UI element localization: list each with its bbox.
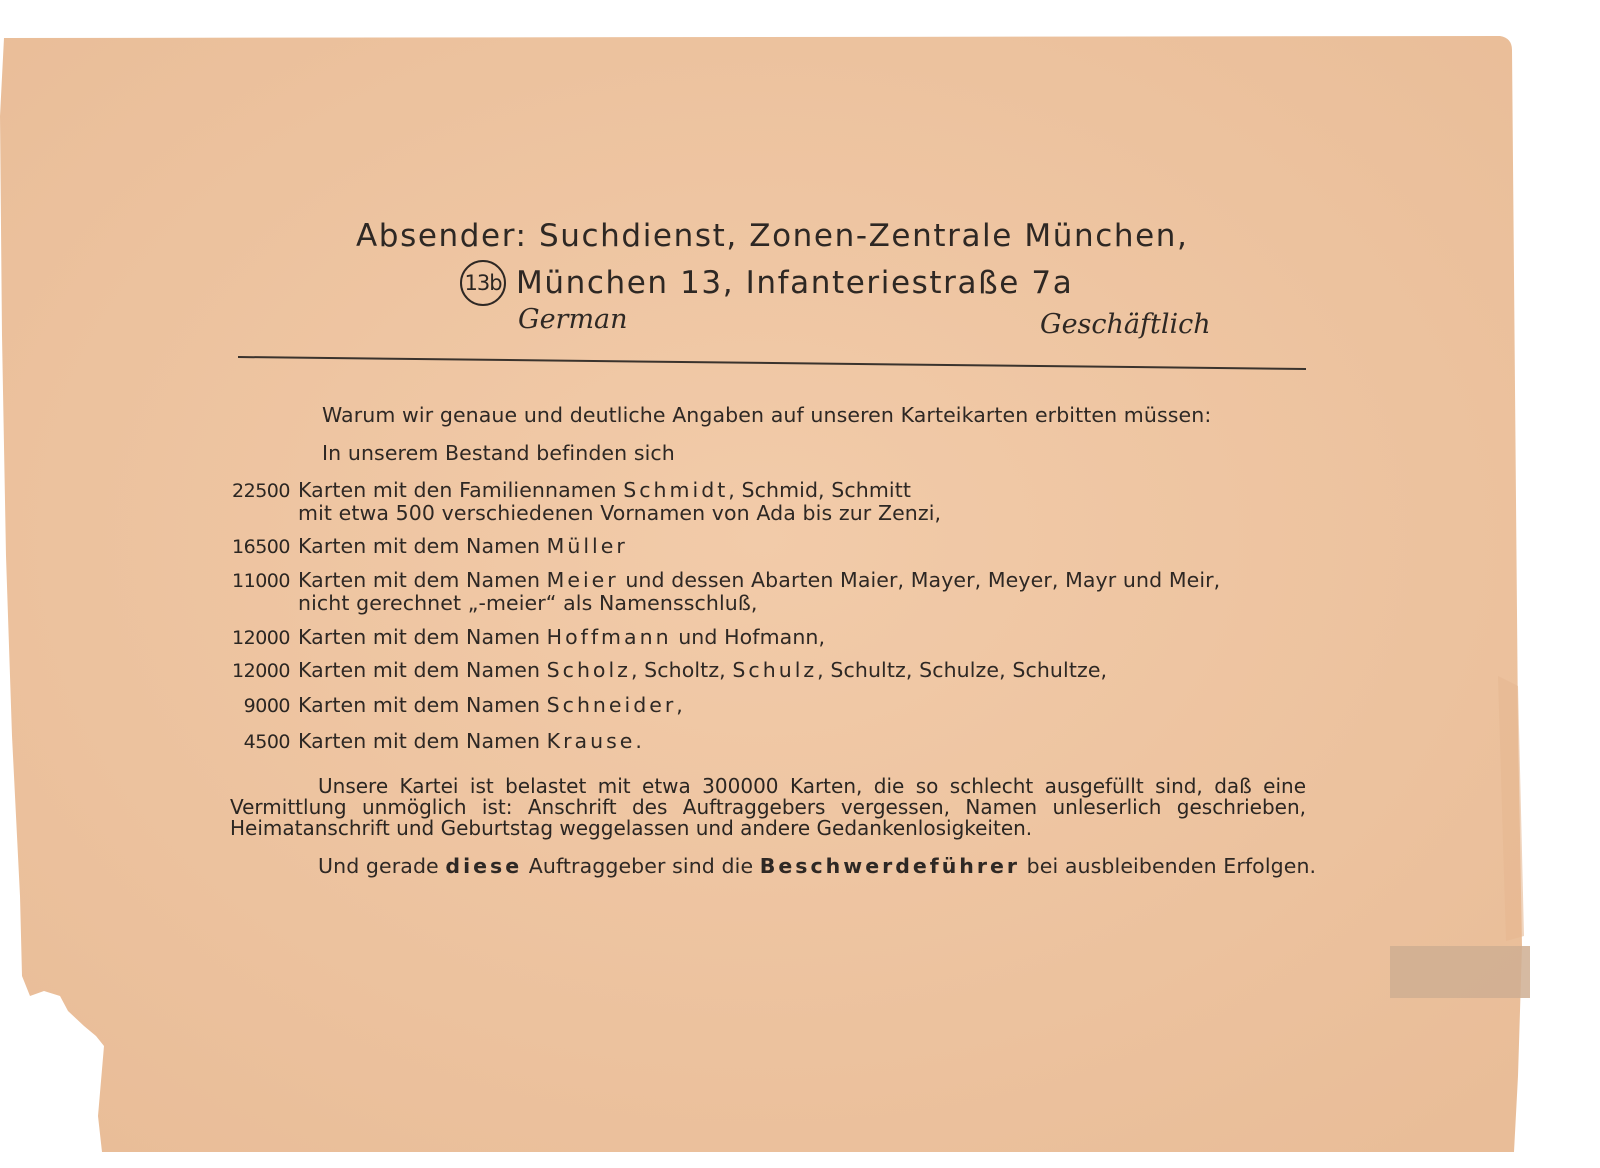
entry-text-tail: , — [676, 693, 683, 717]
entry-text: Karten mit dem Namen — [298, 729, 547, 753]
list-item — [298, 693, 683, 717]
entry-name: Meier — [546, 568, 619, 592]
entry-text: Karten mit dem Namen — [298, 658, 547, 682]
entry-text: Karten mit dem Namen — [298, 568, 547, 592]
entry-text-tail: , Schultz, Schulze, Schultze, — [817, 658, 1108, 682]
final-emphasis-2: Beschwerdeführer — [759, 854, 1021, 878]
entry-continuation: mit etwa 500 verschiedenen Vornamen von Ada bis zur Zenzi, — [298, 501, 942, 525]
final-text-mid: Auftraggeber sind die — [522, 854, 760, 878]
entry-count: 4500 — [243, 731, 290, 753]
entry-count: 11000 — [232, 570, 290, 592]
entry-text: Karten mit dem Namen — [298, 534, 547, 558]
entry-name: Hoffmann — [546, 625, 672, 649]
list-item — [298, 625, 825, 649]
entry-count: 22500 — [232, 480, 290, 502]
entry-text: Karten mit dem Namen — [298, 625, 547, 649]
tape-piece — [1390, 946, 1530, 998]
final-line — [318, 854, 1316, 878]
entry-count: 12000 — [232, 660, 290, 682]
entry-text-tail: und dessen Abarten Maier, Mayer, Meyer, Mayr und Meir, — [618, 568, 1221, 592]
entry-count: 9000 — [243, 695, 290, 717]
final-text-tail: bei ausbleibenden Erfolgen. — [1020, 854, 1317, 878]
final-text: Und gerade — [318, 854, 446, 878]
sender-right-note: Geschäftlich — [1040, 309, 1211, 340]
sender-line-2: München 13, Infanteriestraße 7a — [516, 265, 1074, 301]
entry-text-mid: , Scholtz, — [630, 658, 733, 682]
entry-text: Karten mit dem Namen — [298, 693, 547, 717]
list-item — [298, 478, 911, 502]
intro-subheading: In unserem Bestand befinden sich — [322, 441, 675, 465]
paper-sheet — [0, 36, 1522, 1152]
sender-line-1: Absender: Suchdienst, Zonen-Zentrale München, — [356, 218, 1189, 254]
postal-code-stamp: 13b — [460, 260, 506, 306]
envelope-paper — [0, 36, 1600, 1156]
entry-name: Müller — [546, 534, 628, 558]
entry-name-2: Schulz — [732, 658, 818, 682]
list-item — [298, 534, 628, 558]
final-emphasis-1: diese — [445, 854, 523, 878]
entry-text-tail: und Hofmann, — [671, 625, 826, 649]
entry-text-tail: . — [635, 729, 643, 753]
list-item — [298, 568, 1220, 592]
entry-text: Karten mit den Familiennamen — [298, 478, 624, 502]
entry-continuation: nicht gerechnet „-meier“ als Namensschluß, — [298, 591, 758, 615]
entry-text-tail: , Schmid, Schmitt — [728, 478, 912, 502]
entry-name: Krause — [546, 729, 636, 753]
intro-heading: Warum wir genaue und deutliche Angaben auf unseren Karteikarten erbitten müssen: — [322, 403, 1212, 427]
list-item — [298, 658, 1107, 682]
entry-name: Scholz — [546, 658, 631, 682]
sender-left-note: German — [518, 304, 628, 335]
envelope-shape — [0, 36, 1600, 1156]
entry-count: 12000 — [232, 627, 290, 649]
entry-name: Schmidt — [623, 478, 729, 502]
closing-paragraph: Unsere Kartei ist belastet mit etwa 300000 Karten, die so schlecht ausgefüllt sind, daß eine Vermittlung unmöglich ist: Anschrift des Auftraggebers vergessen, Namen unleserlich geschrieben, Heimatanschrift und Geburtstag weggelassen und andere Gedankenlosigkeiten. — [230, 774, 1306, 840]
list-item — [298, 729, 642, 753]
entry-count: 16500 — [232, 536, 290, 558]
entry-name: Schneider — [546, 693, 677, 717]
